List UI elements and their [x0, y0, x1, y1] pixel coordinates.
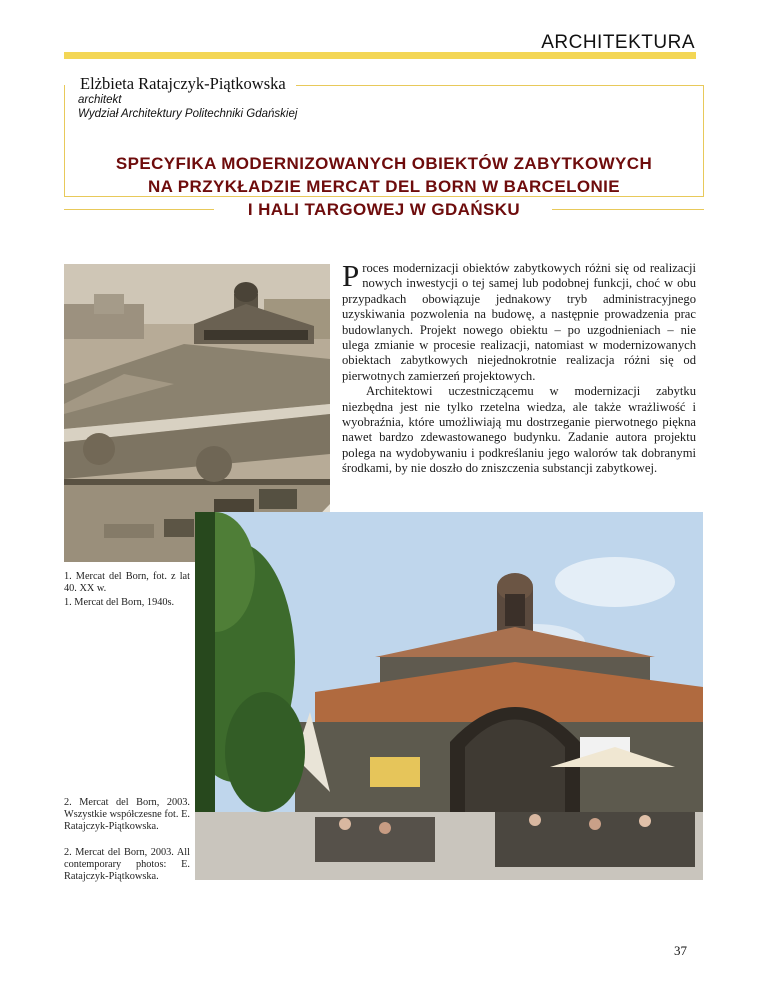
article-body [342, 258, 696, 477]
drop-cap: P [342, 258, 360, 293]
body-paragraph-2: Architektowi uczestniczącemu w modernizacji zabytku niezbędna jest nie tylko rzetelna wiedza, ale także wrażliwość i wyobraźnia, które umożliwiają mu dostrzeganie pierwotnego piękna nawet bardzo zdewastowanego budynku. Zadanie autora projektu polega na wydobywaniu i podkreślaniu jego walorów tak dobranymi środkami, by nie doszło do zniszczenia substancji zabytkowej. [342, 384, 696, 476]
title-line-2: NA PRZYKŁADZIE MERCAT DEL BORN W BARCELONIE [147, 177, 621, 196]
caption-figure-2-pl: 2. Mercat del Born, 2003. Wszystkie współczesne fot. E. Ratajczyk-Piątkowska. [64, 797, 190, 832]
title-rule-left [64, 209, 214, 210]
author-role: architekt [78, 94, 122, 106]
body-paragraph-1-text: roces modernizacji obiektów zabytkowych różni się od realizacji nowych inwestycji o tej samej lub podobnej funkcji, choć w obu przypadkach obowiązuje jednakowy tryb administracyjnego uzyskiwania pozwolenia na budowę, a następnie prowadzenia prac budowlanych. Projekt nowego obiektu – po uzgodnieniach – nie ulega zmianie w procesie realizacji, natomiast w modernizowanych obiektach zabytkowych niejednokrotnie realizacja różni się od pierwotnych zamierzeń projektowych. [342, 261, 696, 383]
caption-figure-1-en: 1. Mercat del Born, 1940s. [64, 597, 175, 608]
section-label: ARCHITEKTURA [541, 32, 695, 53]
caption-figure-1-pl: 1. Mercat del Born, fot. z lat 40. XX w. [64, 571, 190, 594]
figure-2-contemporary-photo [195, 512, 703, 880]
title-rule-right [552, 209, 704, 210]
article-title [64, 152, 704, 221]
contemporary-market-illustration [195, 512, 703, 880]
author-name: Elżbieta Ratajczyk-Piątkowska [76, 74, 290, 94]
author-affiliation: Wydział Architektury Politechniki Gdańskiej [78, 108, 298, 120]
author-frame-top-line [296, 85, 704, 86]
title-line-3: I HALI TARGOWEJ W GDAŃSKU [236, 198, 532, 221]
page-number: 37 [674, 943, 687, 958]
caption-figure-2-en: 2. Mercat del Born, 2003. All contemporary photos: E. Ratajczyk-Piątkowska. [64, 847, 190, 882]
title-line-1: SPECYFIKA MODERNIZOWANYCH OBIEKTÓW ZABYTKOWYCH [115, 154, 653, 173]
body-paragraph-1 [342, 258, 696, 384]
